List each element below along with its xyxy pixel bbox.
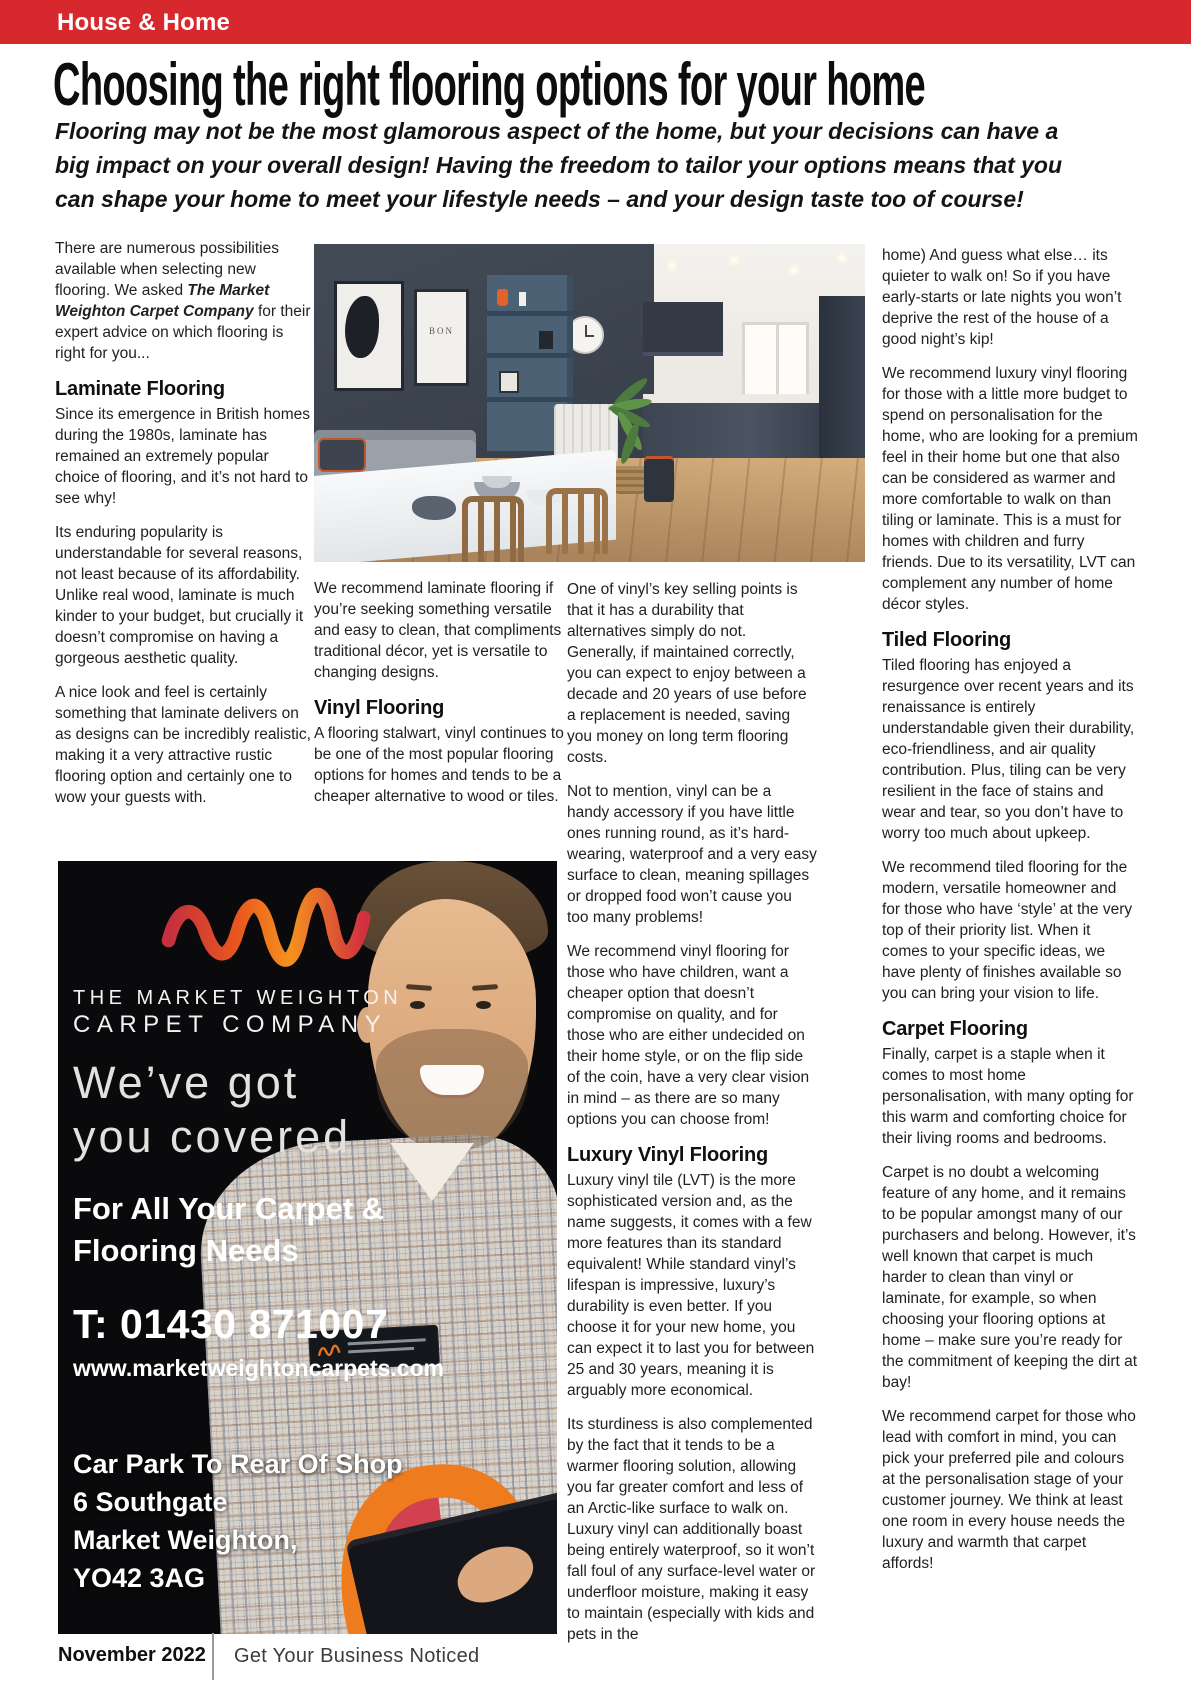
advert-phone-number: T: 01430 871007 [73,1301,389,1347]
paragraph-text: We recommend tiled flooring for the modern, versatile homeowner and for those who have ‘style’ at the very top of their priority list. When it comes to your specific ideas, we have plenty of finishes available so you can bring your vision to life. [882,859,1133,1002]
man-eye [410,1001,425,1009]
paragraph-text: We recommend carpet for those who lead with comfort in mind, you can pick your preferred pile and colours at the personalisation stage of your customer journey. We think at least one room in every house needs the luxury and warmth that carpet affords! [882,1408,1136,1572]
mw-wave-logo-icon [154,869,394,979]
paragraph-text: There are numerous possibilities available when selecting new flooring. We asked [55,240,279,299]
paragraph-text: for their expert advice on which flooring is right for you... [55,303,311,362]
cushion [320,440,364,470]
article-paragraph [882,857,1138,1004]
company-name-emphasis: The Market Weighton Carpet Company [55,282,270,320]
plant-basket [612,466,648,494]
article-column-1 [55,238,311,821]
footer-divider [212,1633,214,1680]
small-picture-frame [499,371,519,393]
kitchen-upper-cabinet [643,302,723,356]
article-paragraph [882,655,1138,844]
kitchen-worktop [643,394,821,403]
carpet-company-advert [58,861,557,1634]
footer-tagline: Get Your Business Noticed [234,1645,480,1667]
article-paragraph [567,941,817,1130]
article-paragraph [567,1170,817,1401]
orange-vase [497,289,508,306]
article-paragraph [567,781,817,928]
issue-date: November 2022 [58,1644,206,1666]
poster-frame-bon [414,289,469,386]
advert-address-line: YO42 3AG [73,1563,206,1593]
article-paragraph [882,1044,1138,1149]
paragraph-text: We recommend vinyl flooring for those who have children, want a cheaper option that doesn’t compromise on quality, and for those who are either undecided on their home style, or on the flip side of the coin, have a very clear vision in mind – as there are so many options you can choose from! [567,943,810,1128]
article-column-4 [882,245,1138,1587]
shelf [487,353,573,358]
article-paragraph [882,1406,1138,1574]
article-column-3 [567,579,817,1658]
article-standfirst: Flooring may not be the most glamorous aspect of the home, but your decisions can have a big impact on your overall design! Having the freedom to tailor your options means that you can shape your home to meet your lifestyle needs – and your design taste too of course! [55,118,1063,212]
ceiling-spotlight [788,264,800,276]
ceiling-spotlight [728,254,740,266]
ceiling-spotlight [836,252,848,264]
poster-text: BON [428,326,454,336]
paragraph-text: Finally, carpet is a staple when it comes to most home personalisation, with many opting for this warm and comforting choice for their living rooms and bedrooms. [882,1046,1134,1147]
shelf [487,311,573,316]
advert-brand-line2: CARPET COMPANY [73,1011,388,1038]
article-paragraph [882,1162,1138,1393]
advert-offer-line2: Flooring Needs [73,1233,299,1268]
advert-address-line: Car Park To Rear Of Shop [73,1449,403,1479]
advert-slogan-line2: you covered [73,1111,352,1162]
article-section-heading: Vinyl Flooring [314,697,445,719]
paragraph-text: Luxury vinyl tile (LVT) is the more sophisticated version and, as the name suggests, it comes with a few more features than its standard equivalent! While standard vinyl’s lifespan is impressive, luxury’s durability is even better. If you choose it for your new home, you can expect it to last you for between 25 and 30 years, meaning it is arguably more economical. [567,1172,815,1399]
side-stool [644,456,674,502]
paragraph-text: We recommend luxury vinyl flooring for those with a little more budget to spend on personalisation for the home, who are looking for a premium feel in their home but one that also can be considered as warmer and more comfortable to walk on than tiling or laminate. This is a must for homes with children and furry friends. Due to its versatility, LVT can complement any number of home décor styles. [882,365,1138,613]
advert-brand-line1: THE MARKET WEIGHTON [73,987,403,1009]
article-paragraph [314,723,564,807]
article-section-heading: Laminate Flooring [55,378,225,400]
article-paragraph [55,404,311,509]
article-paragraph [567,1414,817,1645]
article-paragraph [55,522,311,669]
paragraph-text: Its enduring popularity is understandable for several reasons, not least because of its affordability. Unlike real wood, laminate is much kinder to your budget, but crucially it doesn’t compromise on having a gorgeous aesthetic quality. [55,524,304,667]
paragraph-text: Tiled flooring has enjoyed a resurgence over recent years and its renaissance is entirely understandable given their durability, eco-friendliness, and air quality contribution. Plus, tiling can be very resilient in the face of stains and wear and tear, so you don’t have to worry too much about upkeep. [882,657,1135,842]
photo-window [742,322,809,402]
table-cloth [412,496,456,520]
paragraph-text: Since its emergence in British homes during the 1980s, laminate has remained an extremely popular choice of flooring, and it’s not hard to see why! [55,406,311,507]
article-paragraph [314,578,564,683]
advert-address-line: 6 Southgate [73,1487,228,1517]
advert-offer-line1: For All Your Carpet & [73,1191,385,1226]
paragraph-text: We recommend laminate flooring if you’re seeking something versatile and easy to clean, that compliments traditional décor, yet is versatile to changing designs. [314,580,562,681]
article-paragraph [882,363,1138,615]
poster-artwork [345,296,379,358]
ceiling-spotlight [666,260,678,272]
advert-website: www.marketweightoncarpets.com [73,1355,445,1381]
advert-address-line: Market Weighton, [73,1525,298,1555]
article-paragraph [882,245,1138,350]
section-label: House & Home [57,9,231,36]
man-eye [476,1001,491,1009]
article-column-2 [314,578,564,820]
candle [519,292,526,306]
article-paragraph [55,682,311,808]
poster-frame-art [334,281,404,391]
shelf [487,397,573,402]
dining-chair [462,496,524,562]
dining-chair [546,488,608,554]
paragraph-text: home) And guess what else… its quieter to walk on! So if you have early-starts or late nights you won’t deprive the rest of the house of a good night’s kip! [882,247,1122,348]
advert-slogan-line1: We’ve got [73,1057,300,1108]
paragraph-text: One of vinyl’s key selling points is that it has a durability that alternatives simply do not. Generally, if maintained correctly, you can expect to enjoy between a decade and 20 years of use before a replacement is needed, saving you money on long term flooring costs. [567,581,807,766]
books [539,331,553,349]
paragraph-text: A flooring stalwart, vinyl continues to be one of the most popular flooring options for homes and tends to be a cheaper alternative to wood or tiles. [314,725,564,805]
article-paragraph [567,579,817,768]
article-section-heading: Luxury Vinyl Flooring [567,1144,769,1166]
paragraph-text: Not to mention, vinyl can be a handy accessory if you have little ones running round, as it’s hard-wearing, waterproof and a very easy surface to clean, meaning spillages or dropped food won’t cause you too many problems! [567,783,817,926]
article-section-heading: Carpet Flooring [882,1018,1028,1040]
kitchen-dining-photo [314,244,865,562]
article-paragraph [55,238,311,364]
paragraph-text: A nice look and feel is certainly something that laminate delivers on as designs can be incredibly realistic, making it a very attractive rustic flooring option and certainly one to wow your guests with. [55,684,311,806]
paragraph-text: Its sturdiness is also complemented by the fact that it tends to be a warmer flooring solution, allowing you far greater comfort and less of an Arctic-like surface to walk on. Luxury vinyl can additionally boast being entirely waterproof, so it won’t fall foul of any surface-level water or underfloor moisture, making it easy to maintain (especially with kids and pets in the [567,1416,816,1643]
page-title: Choosing the right flooring options for your home [53,50,926,119]
article-section-heading: Tiled Flooring [882,629,1012,651]
paragraph-text: Carpet is no doubt a welcoming feature of any home, and it remains to be popular amongst many of our purchasers and belong. However, it’s well known that carpet is much harder to clean than vinyl or laminate, for example, so when choosing your flooring options at home – make sure you’re ready for the commitment of keeping the dirt at bay! [882,1164,1138,1391]
